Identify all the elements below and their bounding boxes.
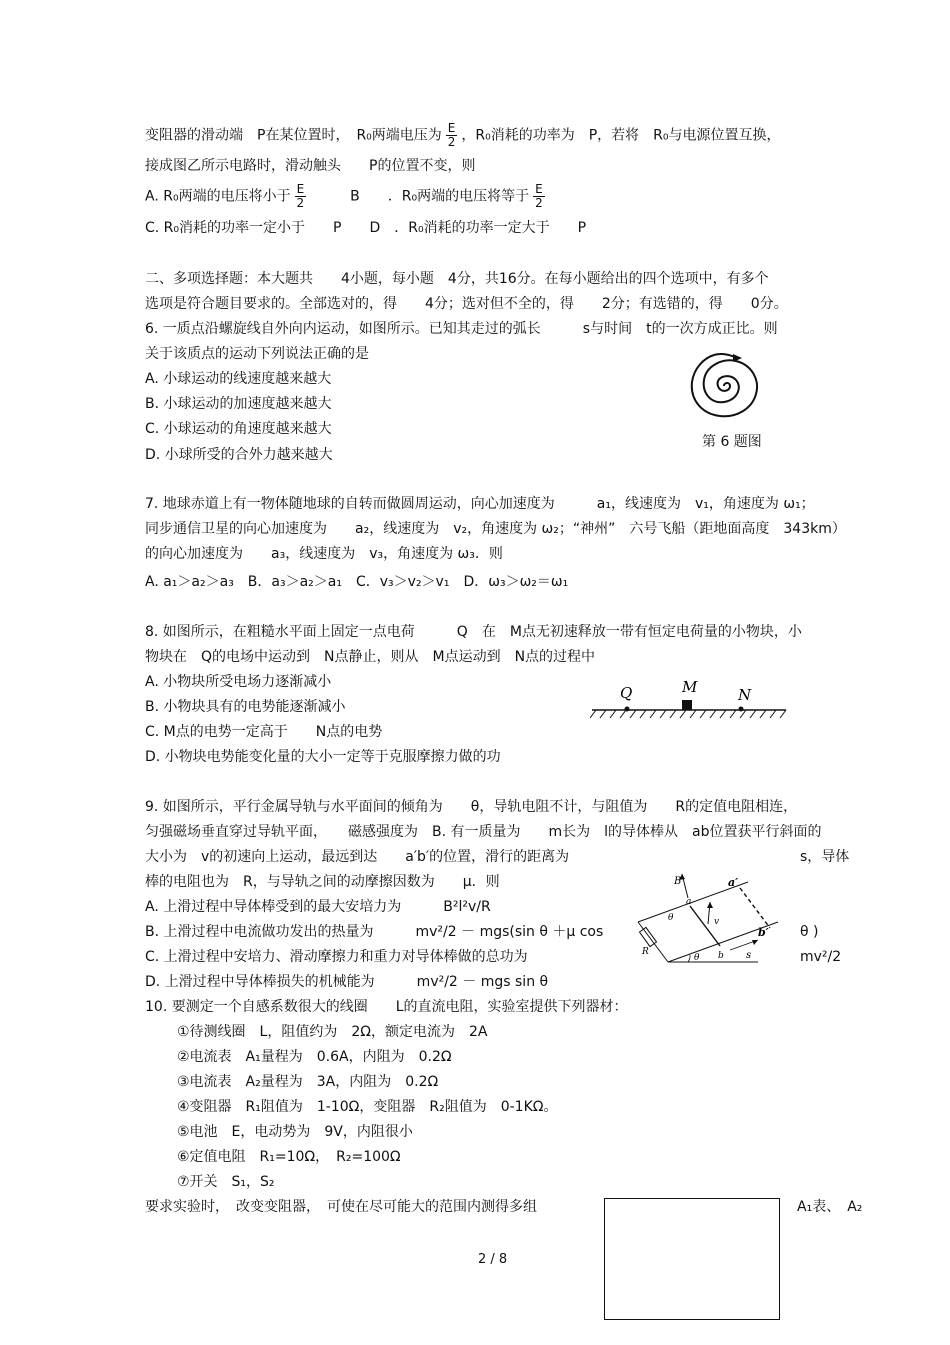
label-a-prime: a′ bbox=[728, 876, 739, 889]
q10-item-3: ③电流表 A₂量程为 3A，内阻为 0.2Ω bbox=[177, 1074, 439, 1090]
q9-line3: 大小为 v的初速向上运动，最远到达 a′b′的位置，滑行的距离为 bbox=[145, 849, 570, 865]
q5-options-cd: C. R₀消耗的功率一定小于 P D ．R₀消耗的功率一定大于 P bbox=[145, 220, 587, 236]
q10-item-4: ④变阻器 R₁阻值为 1-10Ω，变阻器 R₂阻值为 0-1KΩ。 bbox=[177, 1099, 558, 1115]
q9-option-c: C. 上滑过程中安培力、滑动摩擦力和重力对导体棒做的总功为 bbox=[145, 949, 528, 965]
section2-line2: 选项是符合题目要求的。全部选对的，得 4分；选对但不全的，得 2分；有选错的，得 0分。 bbox=[145, 296, 788, 312]
label-n: N bbox=[738, 686, 752, 704]
q6-option-b: B. 小球运动的加速度越来越大 bbox=[145, 396, 332, 412]
q7-line3: 的向心加速度为 a₃，线速度为 v₃，角速度为 ω₃．则 bbox=[145, 546, 503, 562]
q6-option-a: A. 小球运动的线速度越来越大 bbox=[145, 371, 332, 387]
label-r: R bbox=[642, 947, 649, 957]
q5-options-ab: A. R₀两端的电压将小于 $\frac{E}{2}$ B ．R₀两端的电压将等于 $\frac{E}{2}$ bbox=[145, 182, 543, 210]
spiral-figure bbox=[680, 346, 770, 426]
label-s: s bbox=[746, 950, 752, 961]
fraction-e-over-2-a: $\frac{E}{2}$ bbox=[296, 182, 305, 210]
q10-item-6: ⑥定值电阻 R₁=10Ω， R₂=100Ω bbox=[177, 1149, 401, 1165]
q5-line1-text-b: ，R₀消耗的功率为 P，若将 R₀与电源位置互换， bbox=[461, 127, 781, 144]
q8-option-b: B. 小物块具有的电势能逐渐减小 bbox=[145, 699, 346, 715]
q8-line1: 8. 如图所示，在粗糙水平面上固定一点电荷 Q 在 M点无初速释放一带有恒定电荷量的小物块，小 bbox=[145, 624, 802, 640]
q6-line2: 关于该质点的运动下列说法正确的是 bbox=[145, 346, 369, 362]
q6-line1: 6. 一质点沿螺旋线自外向内运动，如图所示。已知其走过的弧长 s与时间 t的一次方成正比。则 bbox=[145, 321, 778, 337]
q9-line3-right: s，导体 bbox=[800, 849, 850, 865]
q10-last-right: A₁表、 A₂ bbox=[797, 1199, 863, 1215]
section2-line1: 二、多项选择题：本大题共 4小题，每小题 4分，共16分。在每小题给出的四个选项中，有多个 bbox=[145, 271, 769, 287]
page-number: 2 / 8 bbox=[478, 1252, 508, 1267]
label-b-prime: b′ bbox=[758, 926, 769, 939]
q8-option-d: D. 小物块电势能变化量的大小一定等于克服摩擦力做的功 bbox=[145, 749, 501, 765]
q9-line4: 棒的电阻也为 R，与导轨之间的动摩擦因数为 μ．则 bbox=[145, 874, 500, 890]
q5-line1-text: 变阻器的滑动端 P在某位置时， R₀两端电压为 bbox=[145, 127, 442, 144]
fraction-e-over-2: $\frac{E}{2}$ bbox=[447, 121, 456, 149]
q5-line2: 接成图乙所示电路时，滑动触头 P的位置不变，则 bbox=[145, 158, 476, 174]
q9-option-a: A. 上滑过程中导体棒受到的最大安培力为 B²l²v/R bbox=[145, 899, 491, 915]
q9-option-b-tail: θ ) bbox=[800, 924, 819, 940]
q9-option-b: B. 上滑过程中电流做功发出的热量为 mv²/2 － mgs(sin θ ＋μ cos bbox=[145, 924, 604, 940]
circuit-answer-box bbox=[604, 1198, 780, 1320]
label-theta-bottom: θ bbox=[694, 953, 700, 963]
q8-option-a: A. 小物块所受电场力逐渐减小 bbox=[145, 674, 332, 690]
q6-option-c: C. 小球运动的角速度越来越大 bbox=[145, 421, 332, 437]
q6-option-d: D. 小球所受的合外力越来越大 bbox=[145, 447, 333, 463]
label-a: a bbox=[686, 897, 692, 907]
q7-options: A. a₁＞a₂＞a₃ B．a₃＞a₂＞a₁ C．v₃＞v₂＞v₁ D．ω₃＞ω₂＝ω₁ bbox=[145, 574, 569, 590]
fraction-e-over-2-b: $\frac{E}{2}$ bbox=[535, 182, 543, 210]
label-v: v bbox=[714, 917, 720, 927]
q10-line1: 10. 要测定一个自感系数很大的线圈 L的直流电阻，实验室提供下列器材： bbox=[145, 999, 628, 1015]
q8-option-c: C. M点的电势一定高于 N点的电势 bbox=[145, 724, 383, 740]
label-theta-top: θ bbox=[668, 913, 674, 923]
q7-line2: 同步通信卫星的向心加速度为 a₂，线速度为 v₂，角速度为 ω₂；“神州” 六号飞船（距地面高度 343km） bbox=[145, 521, 846, 537]
q9-line2: 匀强磁场垂直穿过导轨平面， 磁感强度为 B. 有一质量为 m长为 l的导体棒从 ab位置获平行斜面的 bbox=[145, 824, 822, 840]
q9-option-d: D. 上滑过程中导体棒损失的机械能为 mv²/2 － mgs sin θ bbox=[145, 974, 549, 990]
q7-line1: 7. 地球赤道上有一物体随地球的自转而做圆周运动，向心加速度为 a₁，线速度为 v₁，角速度为 ω₁； bbox=[145, 496, 815, 512]
label-b-field: B bbox=[674, 876, 682, 887]
q10-item-1: ①待测线圈 L，阻值约为 2Ω，额定电流为 2A bbox=[177, 1024, 488, 1040]
label-b: b bbox=[718, 951, 724, 961]
label-q: Q bbox=[620, 684, 633, 702]
q8-line2: 物块在 Q的电场中运动到 N点静止，则从 M点运动到 N点的过程中 bbox=[145, 649, 596, 665]
q10-item-7: ⑦开关 S₁，S₂ bbox=[177, 1174, 275, 1190]
q9-incline-figure bbox=[628, 862, 798, 972]
q10-item-5: ⑤电池 E，电动势为 9V，内阻很小 bbox=[177, 1124, 413, 1140]
q5-line1 bbox=[145, 122, 781, 149]
q10-last-line: 要求实验时， 改变变阻器， 可使在尽可能大的范围内测得多组 bbox=[145, 1199, 537, 1215]
label-m: M bbox=[682, 678, 698, 696]
q8-figure bbox=[590, 676, 790, 722]
q9-option-c-tail: mv²/2 bbox=[800, 949, 842, 965]
q9-line1: 9. 如图所示，平行金属导轨与水平面间的倾角为 θ，导轨电阻不计，与阻值为 R的定值电阻相连， bbox=[145, 799, 798, 815]
q6-figure-caption: 第 6 题图 bbox=[702, 434, 762, 450]
q10-item-2: ②电流表 A₁量程为 0.6A，内阻为 0.2Ω bbox=[177, 1049, 452, 1065]
